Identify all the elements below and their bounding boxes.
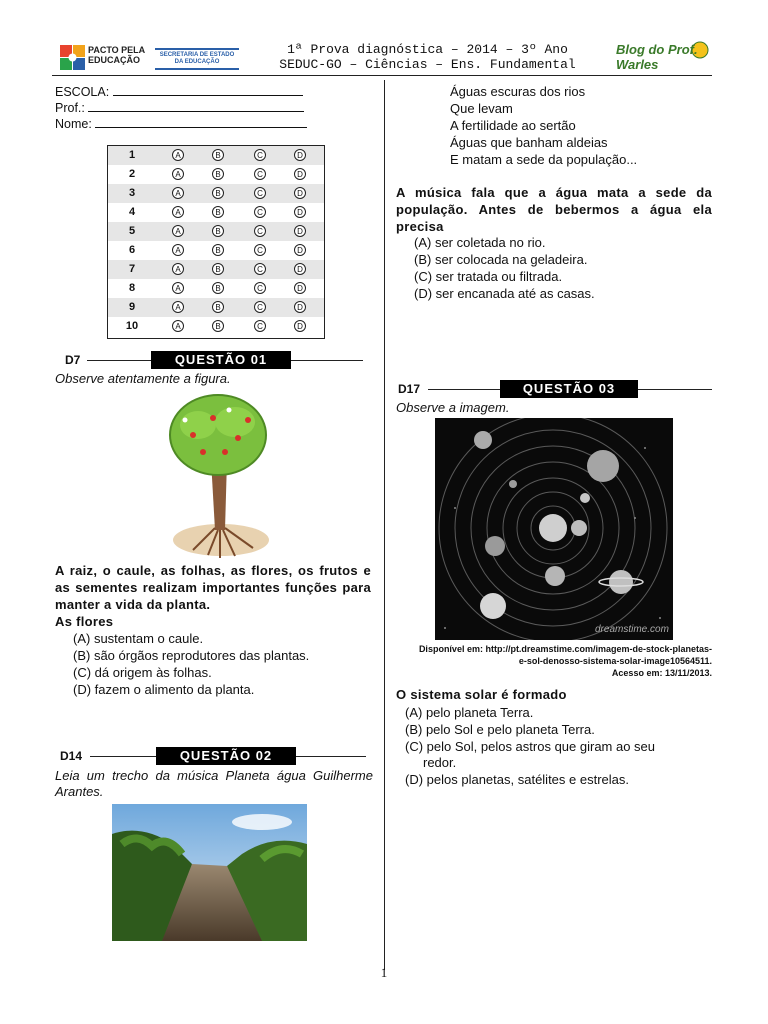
answer-bubble-b[interactable]: B [212,244,224,256]
answer-bubble-d[interactable]: D [294,244,306,256]
verse-1: Águas escuras dos rios [450,84,586,99]
answer-row [108,203,324,222]
solar-system-icon [435,418,673,640]
answer-row-number: 8 [128,282,136,294]
q2-rule-left [90,756,156,757]
answer-bubble-d[interactable]: D [294,320,306,332]
answer-row [108,146,324,165]
answer-bubble-b[interactable]: B [212,282,224,294]
escola-label: ESCOLA: [55,85,110,99]
pacto-logo-text: PACTO PELA EDUCAÇÃO [88,45,145,65]
answer-bubble-a[interactable]: A [172,168,184,180]
secretaria-logo [155,46,239,76]
answer-row-number: 2 [128,168,136,180]
answer-bubble-a[interactable]: A [172,244,184,256]
river-image [112,804,307,941]
dreamstime-watermark: dreamstime.com [595,624,669,635]
q1-option-a[interactable]: (A) sustentam o caule. [73,631,204,646]
verse-2: Que levam [450,101,513,116]
answer-row-number: 10 [125,320,139,332]
q3-rule-right [638,389,712,390]
solar-system-image [435,418,673,640]
answer-row [108,298,324,317]
answer-bubble-b[interactable]: B [212,187,224,199]
tree-figure [163,390,273,560]
answer-bubble-a[interactable]: A [172,187,184,199]
header-title-line1: 1ª Prova diagnóstica – 2014 – 3º Ano [287,42,568,57]
answer-bubble-d[interactable]: D [294,187,306,199]
answer-row-number: 6 [128,244,136,256]
answer-bubble-c[interactable]: C [254,206,266,218]
answer-bubble-c[interactable]: C [254,301,266,313]
page-number: 1 [380,965,388,980]
prof-field[interactable] [55,100,304,116]
source-line1: Disponível em: http://pt.dreamstime.com/imagem-de-stock-planetas- [418,644,712,654]
q1-option-b[interactable]: (B) são órgãos reprodutores das plantas. [73,648,310,663]
q1-rule-left [87,360,151,361]
answer-bubble-d[interactable]: D [294,225,306,237]
q2-stem: A música fala que a água mata a sede da população. Antes de bebermos a água ela precisa [396,185,712,234]
answer-row [108,165,324,184]
q1-rule-right [291,360,363,361]
source-line3: Acesso em: 13/11/2013. [611,668,712,678]
q3-option-c[interactable]: (C) pelo Sol, pelos astros que giram ao seu [405,739,656,754]
q3-option-c-cont: redor. [423,755,457,770]
q2-label: QUESTÃO 02 [156,747,296,765]
q2-rule-right [296,756,366,757]
q2-option-b[interactable]: (B) ser colocada na geladeira. [414,252,588,267]
q3-descriptor: D17 [398,382,421,396]
answer-bubble-b[interactable]: B [212,149,224,161]
q3-rule-left [428,389,500,390]
answer-bubble-b[interactable]: B [212,263,224,275]
q1-header [65,351,363,369]
answer-bubble-d[interactable]: D [294,206,306,218]
answer-bubble-b[interactable]: B [212,301,224,313]
answer-row [108,317,324,336]
q3-prompt: Observe a imagem. [396,400,510,415]
escola-line[interactable] [113,84,303,96]
nome-field[interactable] [55,116,307,132]
answer-bubble-a[interactable]: A [172,206,184,218]
q2-header [60,747,366,765]
answer-bubble-d[interactable]: D [294,263,306,275]
q1-label: QUESTÃO 01 [151,351,291,369]
answer-row [108,184,324,203]
answer-bubble-a[interactable]: A [172,225,184,237]
q2-option-d[interactable]: (D) ser encanada até as casas. [414,286,595,301]
verse-3: A fertilidade ao sertão [450,118,576,133]
answer-row-number: 7 [128,263,136,275]
verse-5: E matam a sede da população... [450,152,638,167]
q3-option-b[interactable]: (B) pelo Sol e pelo planeta Terra. [405,722,595,737]
nome-label: Nome: [55,117,92,131]
q3-label: QUESTÃO 03 [500,380,638,398]
header-title-line2: SEDUC-GO – Ciências – Ens. Fundamental [279,57,576,72]
answer-bubble-c[interactable]: C [254,225,266,237]
answer-bubble-d[interactable]: D [294,301,306,313]
q1-stem2: As flores [55,614,114,629]
source-line2: e-sol-denosso-sistema-solar-image10564511. [518,656,712,666]
q1-option-c[interactable]: (C) dá origem às folhas. [73,665,212,680]
answer-bubble-d[interactable]: D [294,168,306,180]
header-rule [52,75,712,76]
q3-option-d[interactable]: (D) pelos planetas, satélites e estrelas. [405,772,629,787]
answer-row-number: 1 [128,149,136,161]
answer-row [108,260,324,279]
answer-bubble-d[interactable]: D [294,149,306,161]
secretaria-text: SECRETARIA DE ESTADO DA EDUCAÇÃO [159,52,235,65]
answer-bubble-a[interactable]: A [172,320,184,332]
q2-descriptor: D14 [60,749,83,763]
nome-line[interactable] [95,116,307,128]
answer-bubble-a[interactable]: A [172,301,184,313]
verse-4: Águas que banham aldeias [450,135,608,150]
answer-bubble-a[interactable]: A [172,282,184,294]
answer-row [108,222,324,241]
answer-row [108,241,324,260]
answer-grid [107,145,325,339]
answer-bubble-c[interactable]: C [254,263,266,275]
q1-prompt: Observe atentamente a figura. [55,371,231,386]
q1-stem: A raiz, o caule, as folhas, as flores, os frutos e as sementes realizam importantes funções para manter a vida da planta. [55,563,371,612]
q2-prompt: Leia um trecho da música Planeta água Guilherme Arantes. [55,768,373,799]
answer-bubble-c[interactable]: C [254,244,266,256]
answer-row-number: 3 [128,187,136,199]
answer-bubble-c[interactable]: C [254,168,266,180]
q3-stem: O sistema solar é formado [396,687,567,702]
answer-bubble-c[interactable]: C [254,149,266,161]
column-divider [384,80,385,970]
prof-line[interactable] [88,100,304,112]
answer-row [108,279,324,298]
q3-header [398,380,712,398]
blog-logo-text: Blog do Prof. Warles [616,42,698,72]
blog-logo [612,40,716,76]
answer-bubble-c[interactable]: C [254,320,266,332]
q1-option-d[interactable]: (D) fazem o alimento da planta. [73,682,255,697]
q2-option-c[interactable]: (C) ser tratada ou filtrada. [414,269,563,284]
river-photo [112,804,307,941]
answer-bubble-c[interactable]: C [254,282,266,294]
answer-bubble-c[interactable]: C [254,187,266,199]
pacto-pela-educacao-logo [58,43,150,75]
answer-bubble-a[interactable]: A [172,149,184,161]
tree-icon [163,390,273,560]
escola-field[interactable] [55,84,303,100]
answer-row-number: 5 [128,225,136,237]
q3-option-a[interactable]: (A) pelo planeta Terra. [405,705,534,720]
answer-row-number: 9 [128,301,136,313]
q2-option-a[interactable]: (A) ser coletada no rio. [414,235,546,250]
answer-bubble-b[interactable]: B [212,320,224,332]
q1-descriptor: D7 [65,353,81,367]
answer-row-number: 4 [128,206,136,218]
answer-bubble-b[interactable]: B [212,225,224,237]
answer-bubble-d[interactable]: D [294,282,306,294]
prof-label: Prof.: [55,101,85,115]
answer-bubble-a[interactable]: A [172,263,184,275]
answer-bubble-b[interactable]: B [212,168,224,180]
answer-bubble-b[interactable]: B [212,206,224,218]
